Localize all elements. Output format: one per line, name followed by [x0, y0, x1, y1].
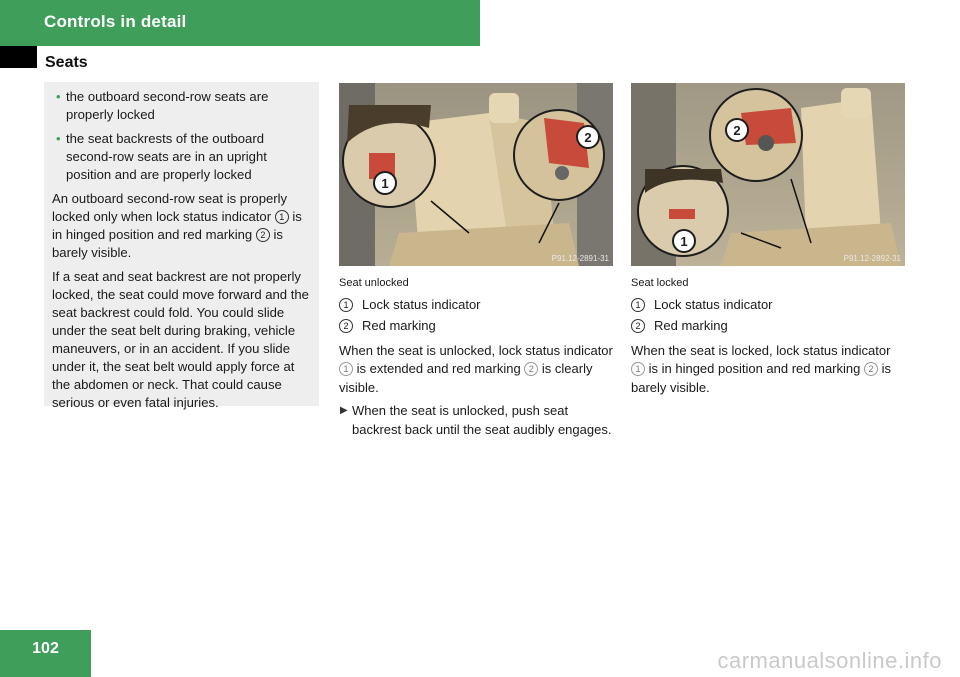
instruction-step: ▶ When the seat is unlocked, push seat backrest back until the seat audibly engages. [340, 403, 612, 437]
arrow-right-icon: ▶ [340, 405, 348, 416]
svg-text:2: 2 [584, 130, 592, 145]
legend-item: 2 Red marking [631, 317, 905, 336]
svg-text:2: 2 [733, 123, 741, 138]
legend-item: 2 Red marking [339, 317, 613, 336]
photo-caption: Seat locked [631, 277, 689, 289]
seat-locked-photo [631, 83, 905, 266]
marker-1-icon: 1 [339, 362, 353, 376]
warning-paragraph-danger: If a seat and seat backrest are not properly locked, the seat could move forward and the seat backrest could fold. You could slide under the seat belt during braking, vehicle maneuvers, or in an accident. If you slide under it, the seat belt would apply force at the abdomen or neck. That could cause serious or even fatal injuries. [52, 269, 309, 410]
photo-caption: Seat unlocked [339, 277, 409, 289]
marker-2-icon: 2 [864, 362, 878, 376]
section-title: Seats [45, 54, 88, 71]
marker-1-icon: 1 [275, 210, 289, 224]
svg-text:1: 1 [381, 176, 389, 191]
marker-2-icon: 2 [631, 319, 645, 333]
photo-code: P91.12-2892-31 [843, 254, 901, 263]
marker-1-icon: 1 [339, 298, 353, 312]
seat-unlocked-photo [339, 83, 613, 266]
chapter-title: Controls in detail [44, 12, 187, 31]
seat-locked-text [631, 274, 905, 402]
page-number: 102 [32, 640, 59, 657]
marker-1-icon: 1 [631, 362, 645, 376]
bullet-icon: • [56, 89, 61, 104]
seat-unlocked-text [339, 274, 613, 439]
marker-2-icon: 2 [256, 228, 270, 242]
legend-item: 1 Lock status indicator [339, 296, 613, 315]
watermark: carmanualsonline.info [717, 648, 942, 673]
svg-text:1: 1 [680, 234, 688, 249]
warning-paragraph-lock: An outboard second-row seat is properly locked only when lock status indicator 1 is in hinged position and red marking 2 is barely visible. [52, 191, 302, 260]
bullet-icon: • [56, 131, 61, 146]
marker-1-icon: 1 [631, 298, 645, 312]
photo-code: P91.12-2891-31 [551, 254, 609, 263]
body-paragraph: When the seat is locked, lock status indicator 1 is in hinged position and red marking 2 is barely visible. [631, 342, 892, 395]
warning-box [44, 82, 319, 410]
warning-bullet: • the seat backrests of the outboard second-row seats are in an upright position and are properly locked [56, 131, 267, 182]
marker-2-icon: 2 [339, 319, 353, 333]
section-marker [0, 46, 37, 68]
legend-item: 1 Lock status indicator [631, 296, 905, 315]
body-paragraph: When the seat is unlocked, lock status indicator 1 is extended and red marking 2 is clearly visible. [339, 342, 613, 395]
marker-2-icon: 2 [524, 362, 538, 376]
warning-bullet: • the outboard second-row seats are properly locked [56, 89, 269, 122]
